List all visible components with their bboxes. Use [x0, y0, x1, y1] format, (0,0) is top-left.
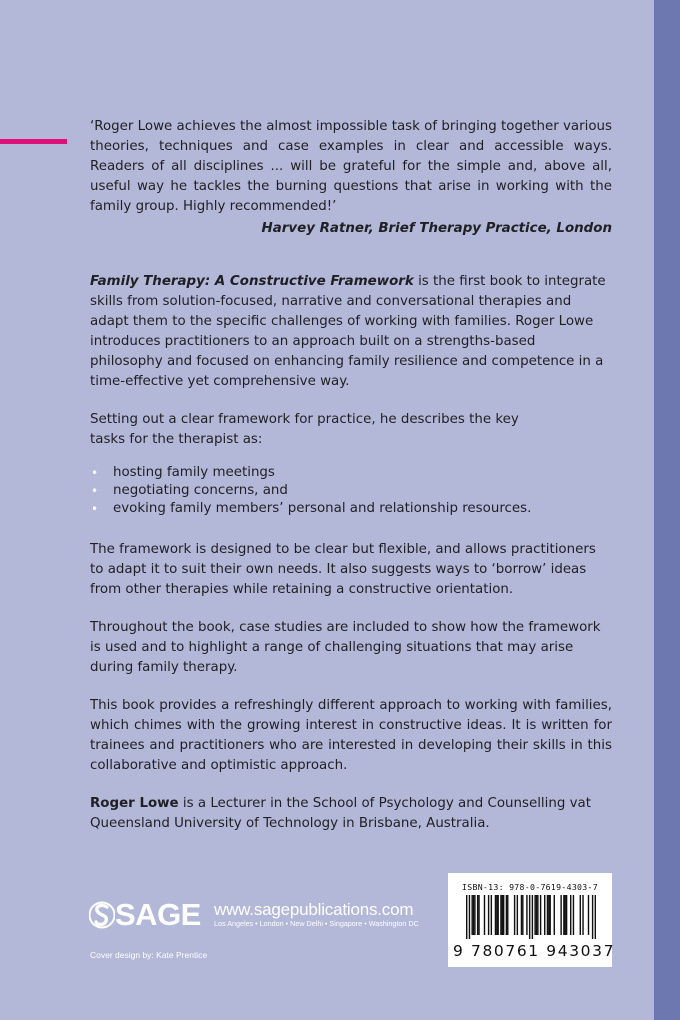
review-attribution: Harvey Ratner, Brief Therapy Practice, London — [261, 221, 612, 236]
barcode-bar — [588, 895, 589, 935]
barcode-bar — [469, 895, 470, 939]
bullet-icon: • — [91, 466, 99, 480]
author-bio-text: is a Lecturer in the School of Psychology and Counselling vat Queensland University of Technology in Brisbane, Australia. — [90, 796, 591, 831]
barcode-bar — [549, 895, 550, 935]
barcode-bar — [466, 895, 467, 939]
framework-lead: Setting out a clear framework for practice, he describes the key tasks for the therapist as: — [90, 412, 519, 447]
barcode-bar — [570, 895, 571, 935]
barcode-bar — [580, 895, 581, 935]
bullet-icon: • — [91, 502, 99, 516]
task-list — [90, 464, 612, 518]
list-item: • hosting family meetings — [91, 465, 275, 480]
barcode-bar — [532, 895, 533, 939]
barcode-bar — [471, 895, 472, 935]
barcode-bar — [495, 895, 496, 935]
book-title: Family Therapy: A Constructive Framework — [90, 274, 414, 289]
barcode-bar — [537, 895, 538, 935]
framework-paragraph: The framework is designed to be clear but flexible, and allows practitioners to adapt it to suit their own needs. It also suggests ways to ‘borrow’ ideas from other therapies while retaining a constructive orientation. — [90, 542, 596, 597]
barcode-bar — [560, 895, 561, 935]
barcode-bar — [544, 895, 545, 935]
isbn-barcode — [448, 873, 616, 967]
publisher-cities: Los Angeles • London • New Delhi • Singapore • Washington DC — [214, 919, 419, 928]
review-quote: ‘Roger Lowe achieves the almost impossible task of bringing together various theories, techniques and case examples in clear and accessible ways. Readers of all disciplines ... will be grateful for the simple and, above all, useful way he tackles the burning questions that arise in working with the family group. Highly recommended!’ — [90, 119, 612, 214]
barcode-bar — [500, 895, 501, 935]
barcode-bar — [526, 895, 527, 935]
barcode-bar — [540, 895, 541, 935]
barcode-bar — [473, 895, 474, 935]
list-item: • evoking family members’ personal and relationship resources. — [91, 501, 532, 516]
author-name: Roger Lowe — [90, 796, 179, 811]
intro-text: is the first book to integrate skills from solution-focused, narrative and conversational therapies and adapt them to the specific challenges of working with families. Roger Lowe introduces practitioners to an approach built on a strengths-based philosophy and focused on enhancing family resilience and competence in a time-effective yet comprehensive way. — [90, 274, 606, 389]
sage-logo-icon — [89, 898, 115, 934]
barcode-bar — [496, 895, 497, 935]
barcode-bar — [521, 895, 522, 935]
barcode-bar — [582, 895, 583, 935]
list-item: • negotiating concerns, and — [91, 483, 288, 498]
barcode-bar — [491, 895, 492, 935]
publisher-logo-block — [89, 896, 449, 936]
barcode-bar — [488, 895, 489, 935]
barcode-bar — [484, 895, 485, 935]
barcode-bar — [534, 895, 535, 935]
barcode-bar — [592, 895, 593, 939]
barcode-bar — [503, 895, 504, 935]
accent-bar — [0, 139, 67, 144]
barcode-bar — [536, 895, 537, 935]
barcode-bar — [529, 895, 530, 939]
barcode-bar — [478, 895, 479, 935]
case-studies-paragraph: Throughout the book, case studies are included to show how the framework is used and to highlight a range of challenging situations that may arise during family therapy. — [90, 620, 601, 675]
barcode-bar — [497, 895, 498, 935]
barcode-bar — [507, 895, 508, 935]
barcode-digits: 9 780761 943037 — [453, 942, 616, 960]
barcode-bars — [466, 895, 596, 939]
barcode-bar — [477, 895, 478, 935]
barcode-bar — [547, 895, 548, 935]
barcode-bar — [514, 895, 515, 935]
barcode-bar — [554, 895, 555, 935]
audience-paragraph: This book provides a refreshingly different approach to working with families, which chimes with the growing interest in constructive ideas. It is written for trainees and practitioners who are interested in developing their skills in this collaborative and optimistic approach. — [90, 698, 612, 773]
barcode-bar — [474, 895, 475, 935]
barcode-bar — [522, 895, 523, 935]
barcode-bar — [573, 895, 574, 935]
barcode-bar — [548, 895, 549, 935]
barcode-bar — [563, 895, 564, 935]
isbn-label: ISBN-13: 978-0-7619-4303-7 — [462, 882, 598, 892]
barcode-bar — [506, 895, 507, 935]
author-bio — [90, 794, 612, 834]
publisher-name: SAGE — [115, 897, 201, 932]
barcode-bar — [502, 895, 503, 935]
back-cover-text — [90, 117, 612, 834]
spine-strip — [654, 0, 680, 1020]
barcode-bar — [595, 895, 596, 939]
publisher-url[interactable]: www.sagepublications.com — [214, 900, 414, 919]
intro-paragraph — [90, 272, 612, 392]
barcode-bar — [565, 895, 566, 935]
barcode-bar — [566, 895, 567, 935]
cover-design-credit: Cover design by: Kate Prentice — [90, 950, 208, 960]
barcode-bar — [517, 895, 518, 935]
bullet-icon: • — [91, 484, 99, 498]
